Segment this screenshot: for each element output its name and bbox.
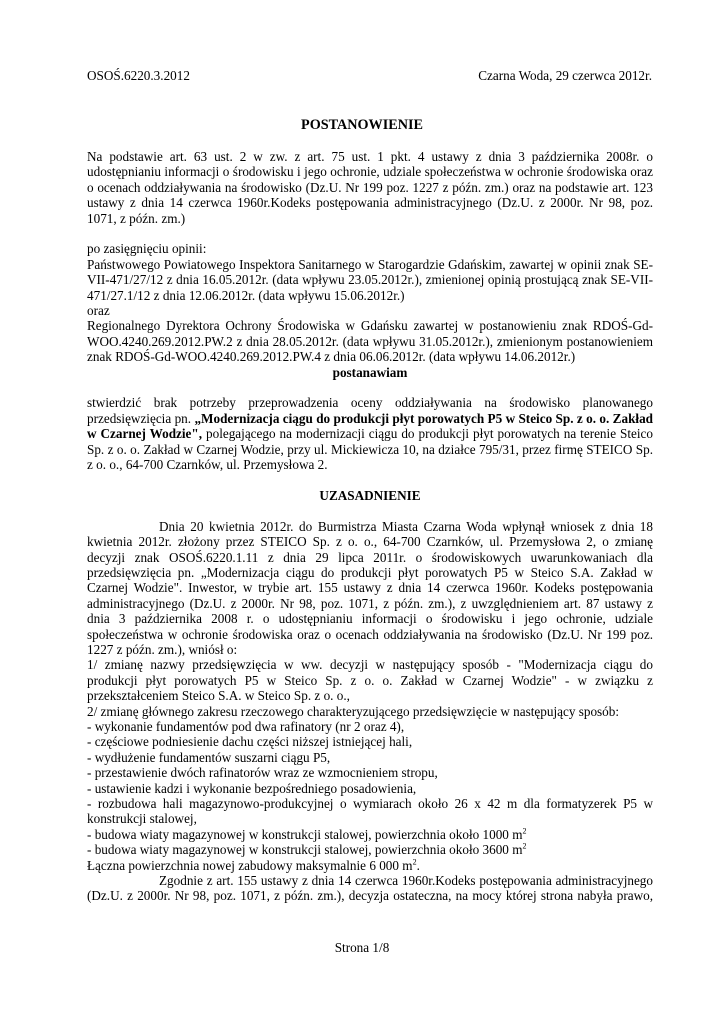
sanitary-opinion-paragraph: Państwowego Powiatowego Inspektora Sanitarnego w Starogardzie Gdańskim, zawartej w opinii znak SE-VII-471/27/12 z dnia 16.05.2012r. (data wpływu 23.05.2012r.), zmienionej opinią prostującą znak SE-VII-471/27.1/12 z dnia 12.06.2012r. (data wpływu 15.06.2012r.) bbox=[87, 256, 653, 303]
justification-line: przedsięwzięcia pn. „Modernizacja ciągu do produkcji płyt porowatych P5 w Steico S.A. Zakład w bbox=[87, 564, 653, 580]
scope-item: - ustawienie kadzi i wykonanie bezpośredniego posadowienia, bbox=[87, 780, 417, 796]
page-footer: Strona 1/8 bbox=[334, 940, 390, 955]
project-name: „Modernizacja ciągu do produkcji płyt porowatych P5 w Steico Sp. z o. o. Zakład w Czarnej Wodzie", bbox=[87, 410, 653, 442]
justification-title: UZASADNIENIE bbox=[319, 487, 421, 503]
change-line: przekształceniem Steico S.A. w Steico Sp. z o. o., bbox=[87, 688, 350, 704]
scope-item: - wykonanie fundamentów pod dwa rafinatory (nr 2 oraz 4), bbox=[87, 718, 405, 734]
justification-line: 1227 z późn. zm.), wniósł o: bbox=[87, 641, 238, 657]
final-line: (Dz.U. z 2000r. Nr 98, poz. 1071, z późn. zm.), decyzja ostateczna, na mocy której strona nabyła prawo, bbox=[87, 888, 653, 904]
legal-basis-paragraph: Na podstawie art. 63 ust. 2 w zw. z art. 75 ust. 1 pkt. 4 ustawy z dnia 3 października 2008r. o udostępnianiu informacji o środowisku i jego ochronie, udziale społeczeństwa w ochronie środowiska oraz o ocenach oddziaływania na środowisko (Dz.U. Nr 199 poz. 1227 z późn. zm.) oraz na podstawie art. 123 ustawy z dnia 14 czerwca 1960r.Kodeks postępowania administracyjnego (Dz.U. z 2000r. Nr 98, poz. 1071, z późn. zm.) bbox=[87, 149, 653, 226]
justification-line: dnia 3 października 2008 r. o udostępnianiu informacji o środowisku i jego ochronie, udziale bbox=[87, 611, 653, 627]
justification-line: Dnia 20 kwietnia 2012r. do Burmistrza Miasta Czarna Woda wpłynął wniosek z dnia 18 bbox=[159, 518, 653, 534]
justification-line: decyzji znak OSOŚ.6220.1.11 z dnia 29 lipca 2011r. o środowiskowych uwarunkowaniach dla bbox=[87, 549, 653, 565]
change-2: 2/ zmianę głównego zakresu rzeczowego charakteryzującego przedsięwzięcie w następujący sposób: bbox=[87, 703, 620, 719]
opinions-and: oraz bbox=[87, 303, 110, 319]
scope-item: - częściowe podniesienie dachu części niższej istniejącej hali, bbox=[87, 734, 413, 750]
justification-paragraph bbox=[87, 519, 653, 658]
change-line: 1/ zmianę nazwy przedsięwzięcia w ww. decyzji w następujący sposób - "Modernizacja ciągu do bbox=[87, 657, 653, 673]
scope-item-shed-2: - budowa wiaty magazynowej w konstrukcji stalowej, powierzchnia około 3600 $m^2$ bbox=[87, 841, 527, 858]
scope-item: - rozbudowa hali magazynowo-produkcyjnej o wymiarach około 26 x 42 m dla formatyzerek P5 w bbox=[87, 796, 653, 811]
scope-list bbox=[87, 719, 653, 873]
final-paragraph bbox=[87, 873, 653, 904]
document-body bbox=[87, 149, 653, 904]
scope-item: - przestawienie dwóch rafinatorów wraz ze wzmocnieniem stropu, bbox=[87, 765, 438, 781]
document-title: POSTANOWIENIE bbox=[301, 117, 423, 133]
justification-line: Czarnej Wodzie". Inwestor, w trybie art. 155 ustawy z dnia 14 czerwca 1960r. Kodeks postępowania bbox=[87, 580, 653, 596]
justification-line: administracyjnego (Dz.U. z 2000r. Nr 98, poz. 1071, z późn. zm.), z uwzględnieniem art. 87 ustawy z bbox=[87, 595, 653, 611]
change-line: produkcji płyt porowatych P5 w Steico Sp. z o. o. Zakład w Czarnej Wodzie" - w związku z bbox=[87, 672, 653, 688]
decision-paragraph bbox=[87, 395, 653, 472]
total-area: Łączna powierzchnia nowej zabudowy maksymalnie 6 000 $m^2$. bbox=[87, 857, 420, 873]
decision-text-part1: stwierdzić brak potrzeby przeprowadzenia oceny oddziaływania na środowisko planowanego przedsięwzięcia pn. bbox=[87, 395, 653, 426]
justification-line: kwietnia 2012r. złożony przez STEICO Sp. z o. o., 64-700 Czarnków, ul. Przemysłowa 2, o zmianę bbox=[87, 534, 653, 550]
opinions-lead: po zasięgnięciu opinii: bbox=[87, 241, 207, 257]
scope-item-shed-1: - budowa wiaty magazynowej w konstrukcji stalowej, powierzchnia około 1000 $m^2$ bbox=[87, 826, 527, 842]
final-line: Zgodnie z art. 155 ustawy z dnia 14 czerwca 1960r.Kodeks postępowania administracyjnego bbox=[159, 873, 653, 889]
place-date: Czarna Woda, 29 czerwca 2012r. bbox=[478, 68, 652, 83]
decision-text-part2: polegającego na modernizacji ciągu do produkcji płyt porowatych na terenie Steico Sp. z o. o. Zakład w Czarnej Wodzie, przy ul. Mickiewicza 10, na działce 795/31, przez firmę STEICO Sp. z o. o., 64-700 Czarnków, ul. Przemysłowa 2. bbox=[87, 426, 653, 473]
document-number: OSOŚ.6220.3.2012 bbox=[87, 68, 190, 83]
decision-word: postanawiam bbox=[332, 364, 408, 380]
change-1 bbox=[87, 657, 653, 703]
scope-item: konstrukcji stalowej, bbox=[87, 811, 197, 827]
rdos-opinion-paragraph: Regionalnego Dyrektora Ochrony Środowiska w Gdańsku zawartej w postanowieniu znak RDOŚ-Gd-WOO.4240.269.2012.PW.2 z dnia 28.05.2012r. (data wpływu 31.05.2012r.), zmienionym postanowieniem znak RDOŚ-Gd-WOO.4240.269.2012.PW.4 z dnia 06.06.2012r. (data wpływu 14.06.2012r.) bbox=[87, 318, 653, 365]
justification-line: społeczeństwa w ochronie środowiska oraz o ocenach oddziaływania na środowisko (Dz.U. Nr 199 poz. bbox=[87, 626, 653, 642]
scope-item: - wydłużenie fundamentów suszarni ciągu P5, bbox=[87, 749, 331, 765]
